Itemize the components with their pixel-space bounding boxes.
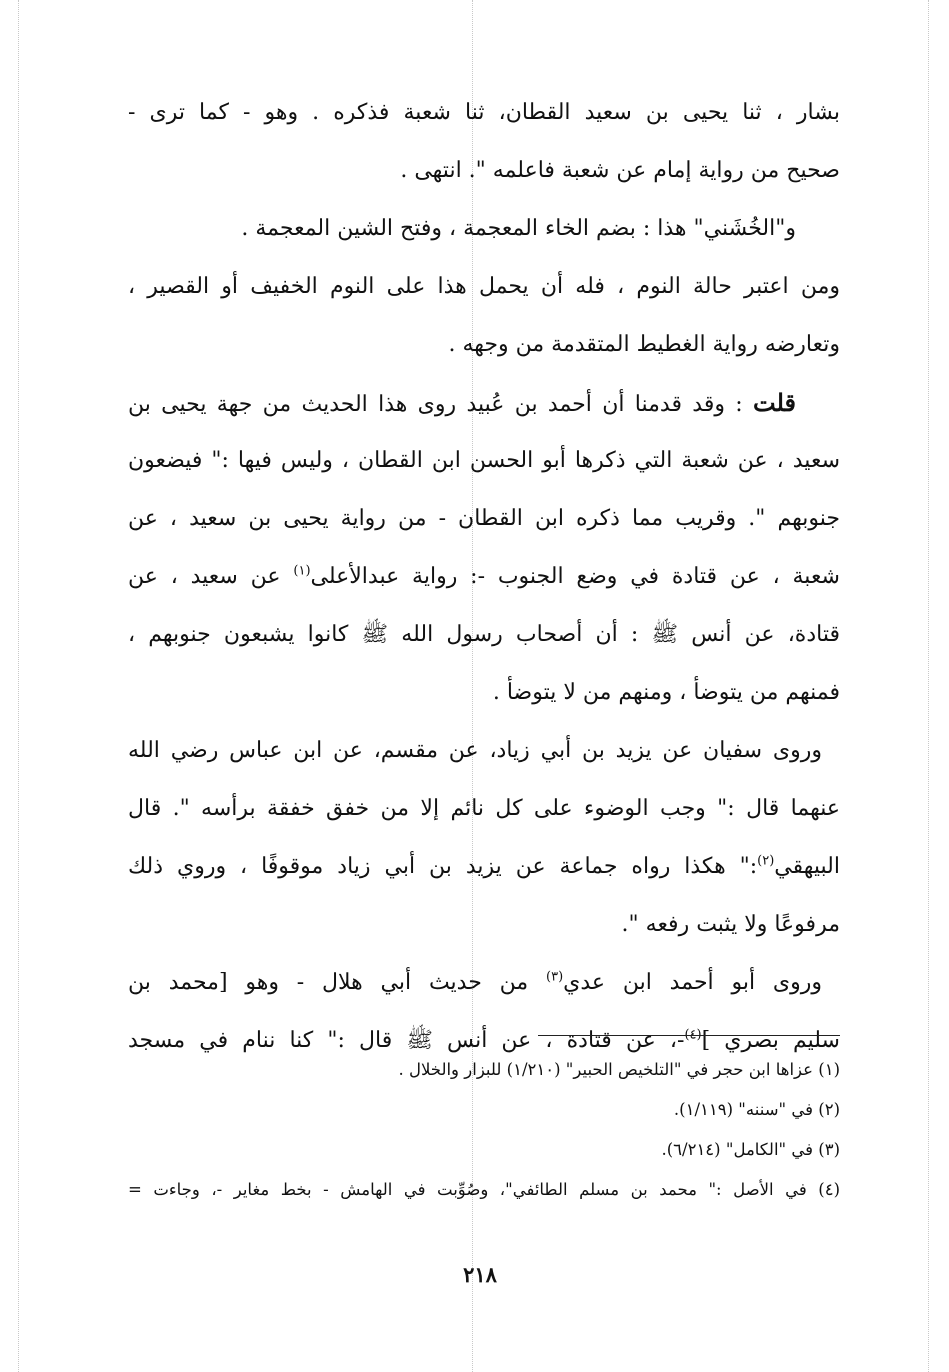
text-line: عنهما قال :" وجب الوضوء على كل نائم إلا من خفق خفقة برأسه ". قال xyxy=(128,796,840,821)
text-line xyxy=(128,954,840,1012)
text-line xyxy=(128,548,840,606)
text-span: سليم بصري ] xyxy=(701,1028,840,1053)
text-line: سعيد ، عن شعبة التي ذكرها أبو الحسن ابن القطان ، وليس فيها :" فيضعون xyxy=(128,448,840,473)
footnote: (٤) في الأصل :" محمد بن مسلم الطائفي"، وصُوِّبت في الهامش - بخط مغاير -، وجاءت = xyxy=(128,1180,840,1199)
text-span: :" هكذا رواه جماعة عن يزيد بن أبي زياد موقوفًا ، وروي ذلك xyxy=(128,854,758,879)
footnote-marker: (٣) xyxy=(546,969,564,985)
footnote-marker: (١) xyxy=(293,563,311,579)
scan-guide-line xyxy=(18,0,19,1372)
footnote: (٢) في "سننه" (١/١١٩). xyxy=(673,1100,840,1119)
text-line: بشار ، ثنا يحيى بن سعيد القطان، ثنا شعبة فذكره . وهو - كما ترى - xyxy=(128,100,840,125)
text-span: وروى أبو أحمد ابن عدي xyxy=(563,970,822,995)
text-line: و"الخُشَني" هذا : بضم الخاء المعجمة ، وفتح الشين المعجمة . xyxy=(241,216,796,241)
page-number: ٢١٨ xyxy=(463,1262,497,1287)
text-span: عن سعيد ، عن xyxy=(128,564,281,589)
text-span: -، عن قتادة ، عن أنس ﷺ قال :" كنا ننام في مسجد xyxy=(128,1028,685,1053)
qult-heading-word: قلت xyxy=(753,388,797,417)
text-span: البيهقي xyxy=(774,854,840,879)
main-text-block xyxy=(128,84,840,1070)
text-line: وتعارضه رواية الغطيط المتقدمة من وجهه . xyxy=(448,332,840,357)
footnotes-block xyxy=(128,1050,840,1210)
scan-guide-line xyxy=(928,0,929,1372)
footnote: (٣) في "الكامل" (٦/٢١٤). xyxy=(661,1140,840,1159)
text-line xyxy=(128,374,840,432)
text-line: فمنهم من يتوضأ ، ومنهم من لا يتوضأ . xyxy=(492,680,840,705)
text-span: : وقد قدمنا أن أحمد بن عُبيد روى هذا الحديث من جهة يحيى بن xyxy=(128,392,743,417)
footnote-marker: (٢) xyxy=(757,853,775,869)
text-span: شعبة ، عن قتادة في وضع الجنوب -: رواية عبدالأعلى xyxy=(310,564,840,589)
text-line: قتادة، عن أنس ﷺ : أن أصحاب رسول الله ﷺ كانوا يشبعون جنوبهم ، xyxy=(128,622,840,647)
footnote: (١) عزاها ابن حجر في "التلخيص الحبير" (١/٢١٠) للبزار والخلال . xyxy=(398,1060,840,1079)
text-line: مرفوعًا ولا يثبت رفعه ". xyxy=(621,912,840,937)
text-line: جنوبهم ". وقريب مما ذكره ابن القطان - من رواية يحيى بن سعيد ، عن xyxy=(128,506,840,531)
text-line: وروى سفيان عن يزيد بن أبي زياد، عن مقسم، عن ابن عباس رضي الله xyxy=(128,738,823,763)
footnote-marker: (٤) xyxy=(684,1027,702,1043)
text-line: ومن اعتبر حالة النوم ، فله أن يحمل هذا على النوم الخفيف أو القصير ، xyxy=(128,274,840,299)
footnote-separator xyxy=(538,1035,840,1036)
text-line: صحيح من رواية إمام عن شعبة فاعلمه ". انتهى . xyxy=(400,158,840,183)
text-line xyxy=(128,838,840,896)
text-span: من حديث أبي هلال - وهو [محمد بن xyxy=(128,970,529,995)
